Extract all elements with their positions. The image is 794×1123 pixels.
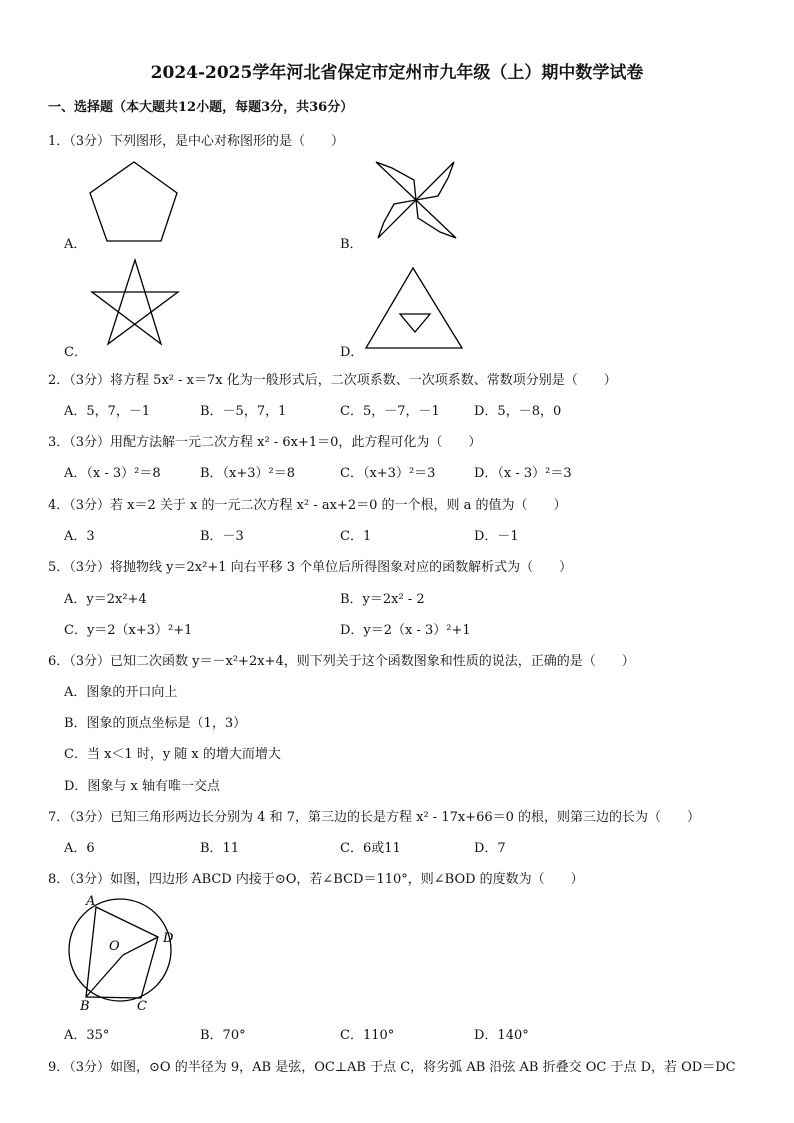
label-b: B: [80, 999, 90, 1014]
q6-option-d: D．图象与 x 轴有唯一交点: [64, 779, 221, 794]
q4-option-b: B．－3: [200, 529, 244, 544]
q8-option-c: C．110°: [340, 1028, 395, 1043]
q3-option-d: D．（x - 3）²＝3: [474, 466, 572, 481]
question-7-stem: 7．（3分）已知三角形两边长分别为 4 和 7，第三边的长是方程 x² - 17x+66＝0 的根，则第三边的长为（ ）: [48, 810, 701, 825]
q7-option-d: D．7: [474, 841, 506, 856]
star-figure: [88, 258, 183, 348]
triangle-figure: [366, 266, 466, 352]
q2-option-c: C．5，－7，－1: [340, 404, 440, 419]
q6-option-c: C．当 x＜1 时，y 随 x 的增大而增大: [64, 747, 281, 762]
circle-quadrilateral-figure: [58, 890, 188, 1015]
q5-option-b: B．y＝2x² - 2: [340, 592, 425, 607]
q7-option-c: C．6或11: [340, 841, 401, 856]
label-o: O: [109, 939, 120, 954]
q8-option-d: D．140°: [474, 1028, 529, 1043]
question-8-stem: 8．（3分）如图，四边形 ABCD 内接于⊙O，若∠BCD＝110°，则∠BOD 的度数为（ ）: [48, 872, 584, 887]
q2-option-d: D．5，－8，0: [474, 404, 562, 419]
q5-option-c: C．y＝2（x+3）²+1: [64, 623, 193, 638]
q1-option-b: B．: [340, 237, 363, 252]
question-5-stem: 5．（3分）将抛物线 y＝2x²+1 向右平移 3 个单位后所得图象对应的函数解析式为（ ）: [48, 560, 573, 575]
q5-option-d: D．y＝2（x - 3）²+1: [340, 623, 471, 638]
q4-option-a: A．3: [64, 529, 95, 544]
pinwheel-figure: [366, 160, 466, 240]
q2-option-b: B．－5，7，1: [200, 404, 287, 419]
q4-option-c: C．1: [340, 529, 372, 544]
q8-option-a: A．35°: [64, 1028, 110, 1043]
q6-option-b: B．图象的顶点坐标是（1，3）: [64, 716, 247, 731]
segment-ob: [86, 955, 123, 997]
page-title: 2024-2025学年河北省保定市定州市九年级（上）期中数学试卷: [150, 63, 644, 83]
circle-o: [69, 899, 171, 1001]
pentagon-figure: [88, 160, 183, 245]
q2-option-a: A．5，7，－1: [64, 404, 151, 419]
question-1-stem: 1．（3分）下列图形，是中心对称图形的是（ ）: [48, 134, 345, 149]
section-heading: 一、选择题（本大题共12小题，每题3分，共36分）: [48, 100, 354, 115]
question-2-stem: 2．（3分）将方程 5x² - x＝7x 化为一般形式后，二次项系数、一次项系数、常数项分别是（ ）: [48, 373, 617, 388]
q1-option-c: C．: [64, 345, 87, 360]
q5-option-a: A．y＝2x²+4: [64, 592, 147, 607]
question-3-stem: 3．（3分）用配方法解一元二次方程 x² - 6x+1＝0，此方程可化为（ ）: [48, 435, 482, 450]
label-c: C: [137, 999, 147, 1014]
question-9-stem: 9．（3分）如图，⊙O 的半径为 9，AB 是弦，OC⊥AB 于点 C，将劣弧 AB 沿弦 AB 折叠交 OC 于点 D，若 OD＝DC: [48, 1060, 736, 1075]
question-4-stem: 4．（3分）若 x＝2 关于 x 的一元二次方程 x² - ax+2＝0 的一个根，则 a 的值为（ ）: [48, 498, 567, 513]
q6-option-a: A．图象的开口向上: [64, 685, 178, 700]
q3-option-b: B．（x+3）²＝8: [200, 466, 296, 481]
q3-option-c: C．（x+3）²＝3: [340, 466, 436, 481]
q7-option-b: B．11: [200, 841, 240, 856]
label-a: A: [86, 894, 96, 909]
q7-option-a: A．6: [64, 841, 95, 856]
q1-option-a: A．: [64, 237, 87, 252]
question-6-stem: 6．（3分）已知二次函数 y＝－x²+2x+4，则下列关于这个函数图象和性质的说法，正确的是（ ）: [48, 654, 635, 669]
q4-option-d: D．－1: [474, 529, 519, 544]
q3-option-a: A．（x - 3）²＝8: [64, 466, 161, 481]
label-d: D: [163, 931, 174, 946]
q8-option-b: B．70°: [200, 1028, 246, 1043]
q1-option-d: D．: [340, 345, 364, 360]
segment-od: [123, 937, 158, 955]
